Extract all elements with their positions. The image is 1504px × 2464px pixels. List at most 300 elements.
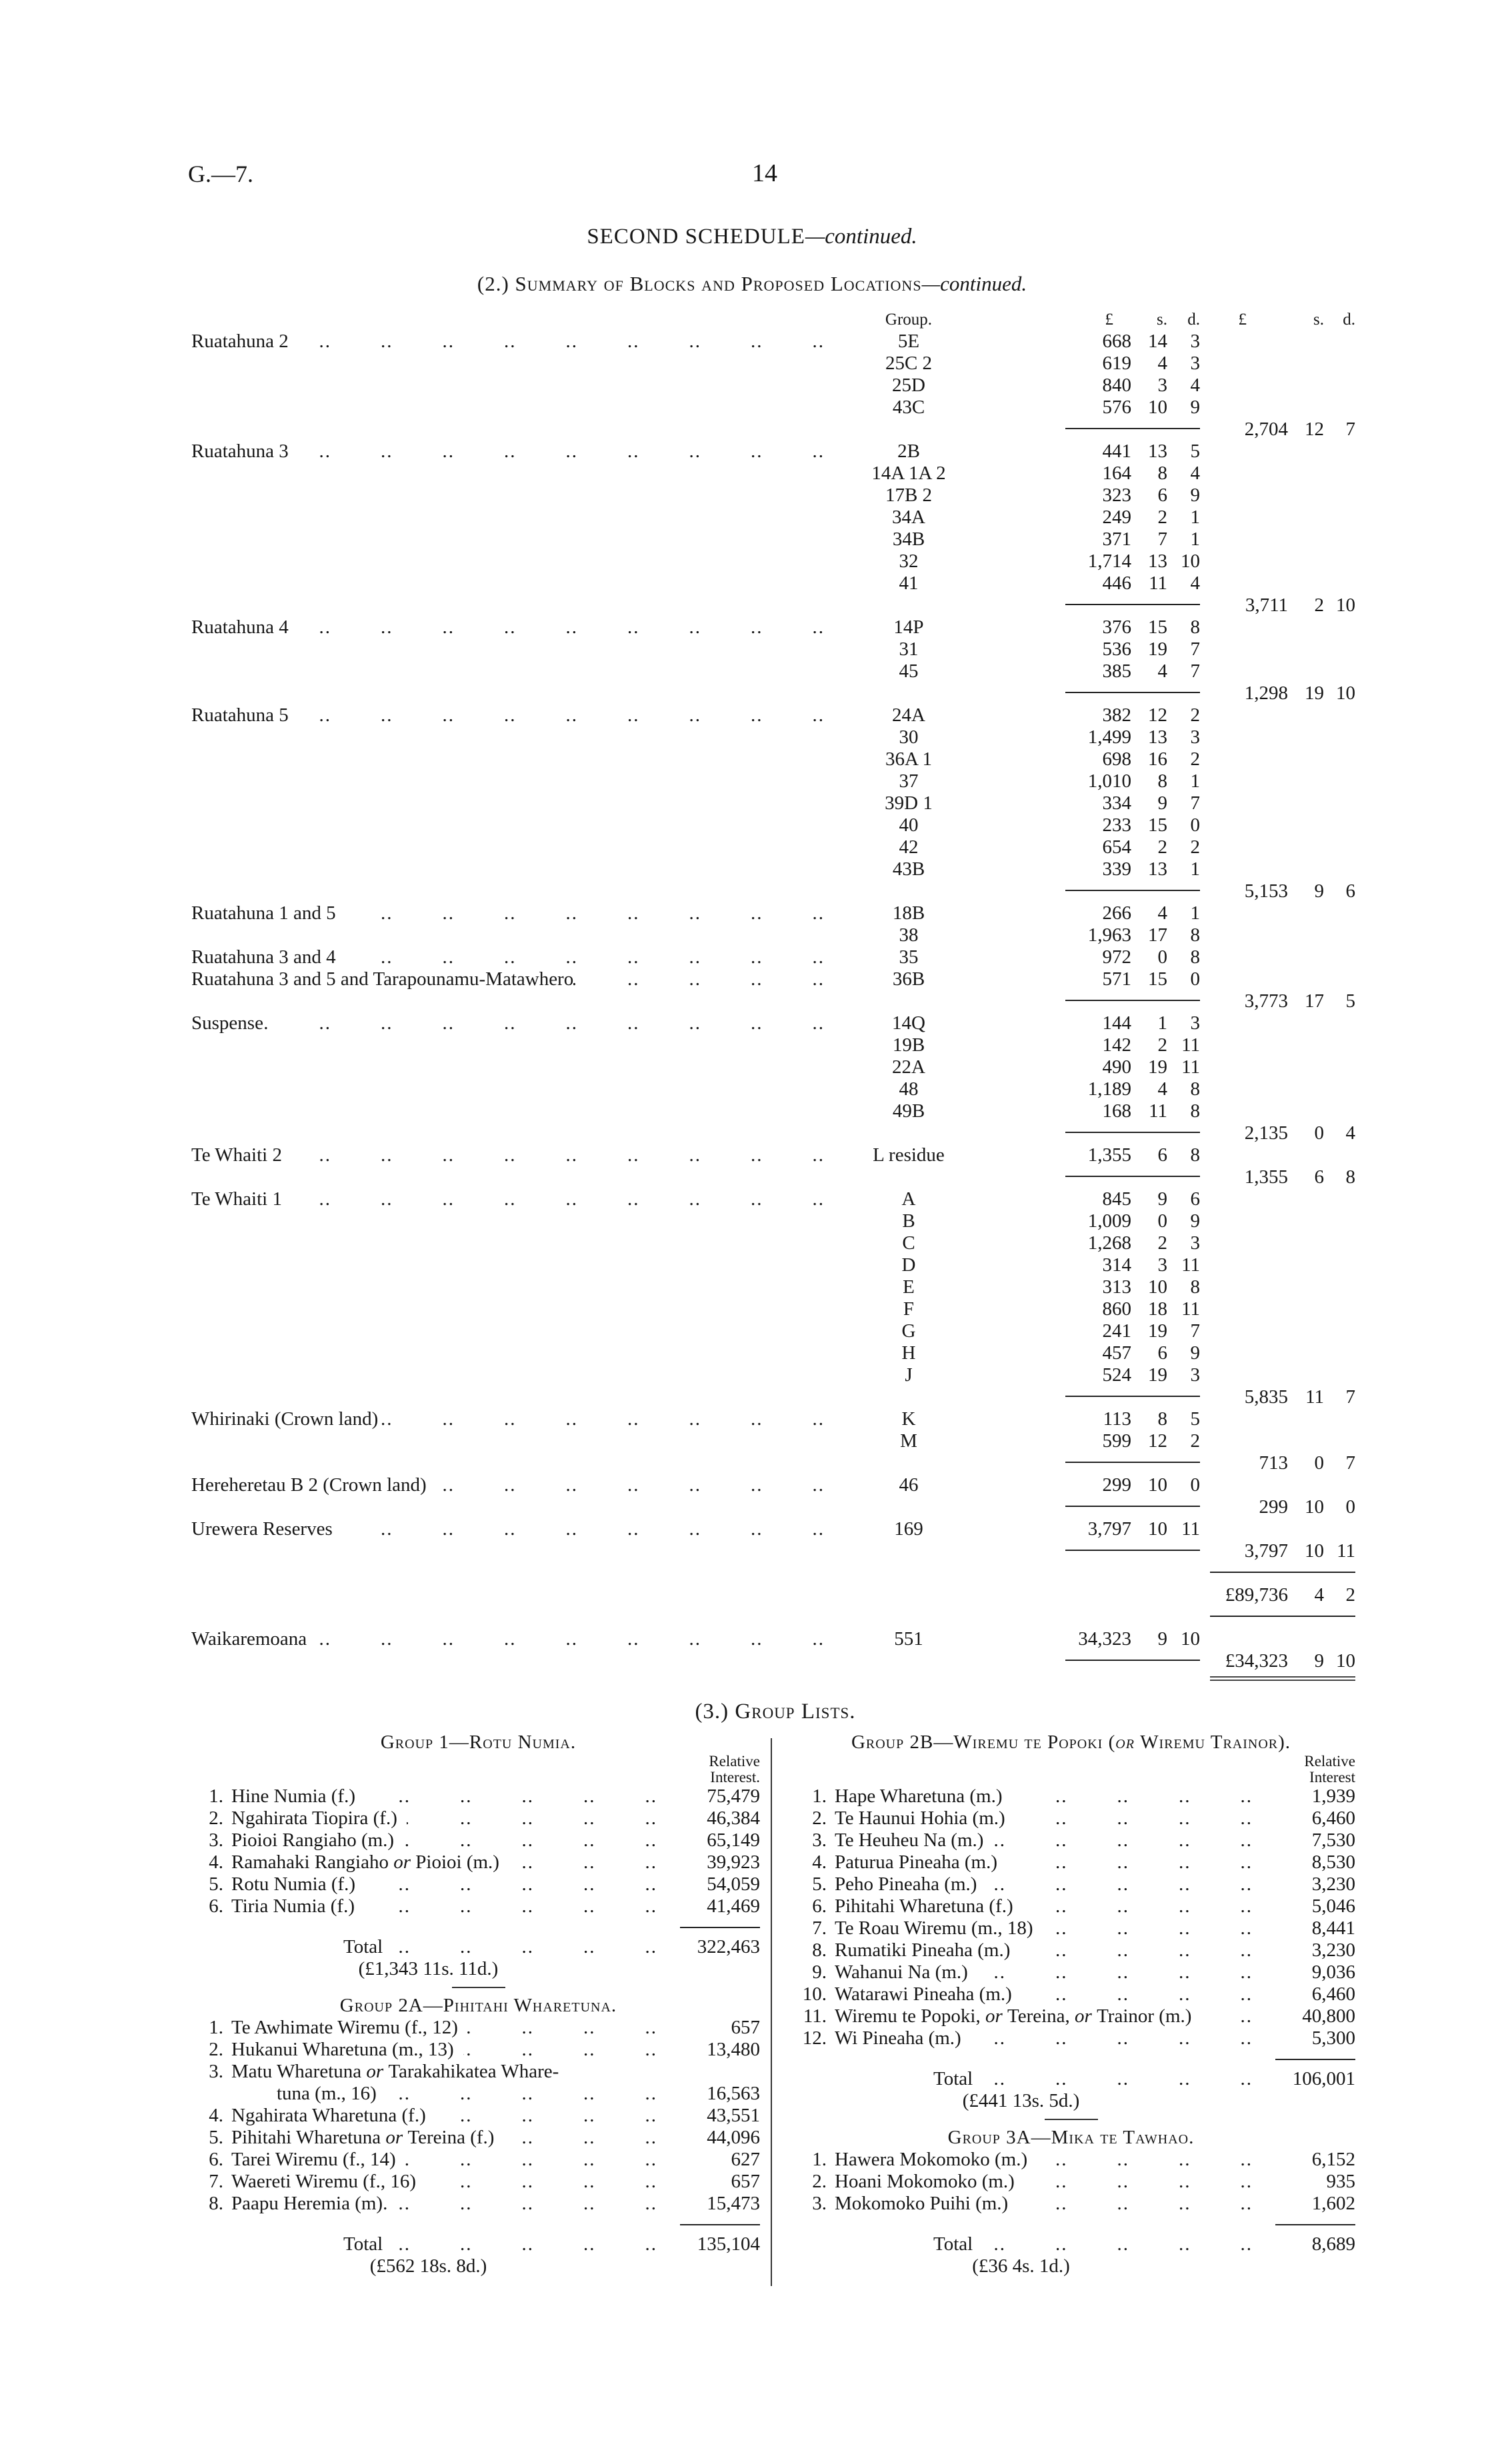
pence-value: 10 [1336, 682, 1355, 704]
summary-title-main: (2.) Summary of Blocks and Proposed Locations [477, 272, 922, 295]
pence-value: 3 [1190, 1364, 1200, 1386]
ledger-row [0, 616, 1504, 638]
group-number: K [901, 1408, 916, 1430]
shilling-value: 4 [1157, 1078, 1167, 1100]
pound-value: 241 [1102, 1320, 1131, 1342]
shilling-value: 19 [1148, 1320, 1167, 1342]
page-number: 14 [752, 159, 777, 187]
block-label-cell [191, 1408, 825, 1430]
ledger-row [0, 638, 1504, 660]
subtotal-row [0, 990, 1504, 1012]
pence-value: 3 [1190, 331, 1200, 352]
pound-value: 5,153 [1244, 880, 1288, 902]
ledger-row [0, 463, 1504, 485]
group-title: Group 3A—Mika te Tawhao. [947, 2127, 1195, 2148]
column-headers [0, 309, 1504, 331]
shilling-value: 2 [1157, 507, 1167, 528]
ledger-row [0, 529, 1504, 551]
member-interest: 5,046 [1311, 1895, 1355, 1917]
group-lists-left [197, 1732, 760, 2277]
member-number: 2. [209, 2039, 223, 2060]
pence-value: 7 [1345, 1452, 1355, 1474]
pence-value: 0 [1345, 1496, 1355, 1518]
shilling-value: 4 [1157, 353, 1167, 374]
shilling-value: 14 [1148, 331, 1167, 352]
pound-value: 536 [1102, 638, 1131, 660]
subtotal-row [0, 880, 1504, 902]
pence-value: 1 [1190, 507, 1200, 528]
shilling-value: 11 [1149, 573, 1167, 594]
dot-leader [336, 902, 825, 924]
dot-leader [977, 1961, 1253, 1983]
member-row [787, 1808, 1355, 1830]
pound-value: 1,355 [1087, 1144, 1131, 1166]
pence-value: 8 [1190, 1078, 1200, 1100]
shilling-value: 19 [1148, 1364, 1167, 1386]
member-interest: 54,059 [707, 1873, 760, 1895]
member-name-cell [231, 1786, 667, 1808]
total-rule [1210, 1616, 1355, 1617]
group-number: 34B [892, 529, 925, 550]
group-number: 36B [892, 968, 925, 990]
group-number: C [902, 1232, 915, 1254]
block-label-cell [191, 968, 825, 990]
dot-leader [333, 1518, 825, 1540]
ledger-row [0, 1342, 1504, 1364]
member-name: Pioioi Rangiaho (m.) [231, 1830, 395, 1851]
shilling-value: 2 [1157, 836, 1167, 858]
pence-value: 2 [1190, 836, 1200, 858]
member-name: Tiria Numia (f.) [231, 1895, 355, 1917]
group-list [197, 1995, 760, 2277]
shilling-value: 13 [1148, 441, 1167, 462]
member-name-cell [231, 2127, 667, 2149]
member-interest: 3,230 [1311, 1873, 1355, 1895]
group-number: E [903, 1276, 915, 1298]
total-label-cell [933, 2233, 1262, 2255]
document-reference: G.—7. [188, 161, 253, 187]
member-interest: 7,530 [1311, 1830, 1355, 1851]
dot-leader [289, 441, 825, 463]
block-label-cell [191, 331, 825, 353]
member-number: 4. [812, 1851, 827, 1873]
dot-leader [386, 2083, 657, 2105]
member-row [197, 2149, 760, 2171]
group-number: L residue [873, 1144, 945, 1166]
column-divider [771, 1738, 772, 2286]
dot-leader [407, 1808, 657, 1830]
pound-value: 654 [1102, 836, 1131, 858]
shilling-value: 2 [1157, 1232, 1167, 1254]
pound-value: 266 [1102, 902, 1131, 924]
ledger-row [0, 1210, 1504, 1232]
member-name-cell [835, 1830, 1262, 1851]
member-interest: 46,384 [707, 1808, 760, 1829]
member-number: 9. [812, 1961, 827, 1983]
shilling-value: 4 [1157, 660, 1167, 682]
member-name: Mokomoko Puihi (m.) [835, 2193, 1009, 2214]
shilling-value: 11 [1305, 1386, 1324, 1408]
member-interest: 16,563 [707, 2083, 760, 2104]
member-row [787, 2027, 1355, 2049]
ledger-row [0, 1034, 1504, 1056]
pound-value: 860 [1102, 1298, 1131, 1320]
shilling-value: 3 [1157, 375, 1167, 396]
member-number: 8. [209, 2193, 223, 2214]
shilling-value: 6 [1157, 1144, 1167, 1166]
shilling-value: 9 [1157, 1628, 1167, 1650]
relative-interest-header: Interest [1309, 1769, 1355, 1786]
block-label-cell [191, 902, 825, 924]
pence-value: 5 [1190, 1408, 1200, 1430]
block-name: Ruatahuna 3 and 4 [191, 946, 336, 968]
group-number: 31 [899, 638, 919, 660]
pound-value: 972 [1102, 946, 1131, 968]
member-interest: 43,551 [707, 2105, 760, 2126]
total-interest: 106,001 [1292, 2068, 1355, 2089]
block-name: Ruatahuna 5 [191, 704, 289, 726]
group-number: 45 [899, 660, 919, 682]
pound-value: £34,323 [1225, 1650, 1288, 1672]
pence-value: 0 [1190, 814, 1200, 836]
pound-value: 3,797 [1244, 1540, 1288, 1562]
member-name: Wiremu te Popoki, or Tereina, or Trainor (m.) [835, 2005, 1192, 2027]
member-name-cell [835, 1851, 1262, 1873]
member-name-cell [231, 2017, 667, 2039]
shilling-value: 0 [1314, 1452, 1324, 1474]
total-label-cell [933, 2068, 1262, 2090]
total-rule [680, 2224, 760, 2225]
group-lists-right [787, 1732, 1355, 2277]
pound-value: 376 [1102, 616, 1131, 638]
dot-leader [282, 1188, 825, 1210]
pound-value: 1,268 [1087, 1232, 1131, 1254]
ledger-row [0, 397, 1504, 419]
rule-row [0, 1606, 1504, 1628]
ledger-row [0, 441, 1504, 463]
shilling-value: 7 [1157, 529, 1167, 550]
member-interest: 935 [1326, 2171, 1355, 2192]
block-name: Te Whaiti 1 [191, 1188, 282, 1210]
dot-leader [1037, 2149, 1253, 2171]
member-name: Rotu Numia (f.) [231, 1873, 356, 1895]
subtotal-row [0, 1496, 1504, 1518]
member-interest: 6,460 [1311, 1808, 1355, 1829]
pence-value: 11 [1181, 1298, 1200, 1320]
member-number: 1. [812, 2149, 827, 2170]
member-number: 3. [209, 1830, 223, 1851]
pence-value: 1 [1190, 529, 1200, 550]
pound-value: 1,714 [1087, 551, 1131, 572]
group-list [787, 2127, 1355, 2277]
ledger-row [0, 1298, 1504, 1320]
member-number: 11. [803, 2005, 827, 2027]
pence-value: 7 [1190, 792, 1200, 814]
member-name: Ngahirata Tiopira (f.) [231, 1808, 397, 1829]
summary-table [0, 309, 1504, 1694]
member-row [197, 1873, 760, 1895]
shilling-value: 9 [1157, 1188, 1167, 1210]
pence-value: 11 [1181, 1056, 1200, 1078]
pound-value: 845 [1102, 1188, 1131, 1210]
shilling-value: 2 [1157, 1034, 1167, 1056]
member-interest: 657 [731, 2171, 760, 2192]
ledger-row [0, 1320, 1504, 1342]
member-name: Te Haunui Hohia (m.) [835, 1808, 1005, 1829]
block-label-cell [191, 704, 825, 726]
member-interest: 5,300 [1311, 2027, 1355, 2049]
pound-value: 576 [1102, 397, 1131, 418]
shilling-value: 10 [1148, 1474, 1167, 1496]
shilling-value: 4 [1157, 902, 1167, 924]
pound-value: 619 [1102, 353, 1131, 374]
shilling-value: 19 [1305, 682, 1324, 704]
ledger-row [0, 792, 1504, 814]
group-number: 43B [892, 858, 925, 880]
shilling-value: 15 [1148, 616, 1167, 638]
relative-interest-header: Interest. [710, 1769, 760, 1786]
block-label-cell [191, 1518, 825, 1540]
ledger-row [0, 902, 1504, 924]
dot-leader [392, 2233, 657, 2255]
member-name-cell [835, 1873, 1262, 1895]
total-rule [1210, 1572, 1355, 1573]
shilling-value: 3 [1157, 1254, 1167, 1276]
group-number: D [901, 1254, 916, 1276]
shilling-value: 19 [1148, 1056, 1167, 1078]
shilling-value: 9 [1314, 880, 1324, 902]
member-name-cell [835, 1786, 1262, 1808]
subtotal-row [0, 1386, 1504, 1408]
member-name-cell [231, 1895, 667, 1917]
member-interest: 44,096 [707, 2127, 760, 2148]
pence-value: 3 [1190, 353, 1200, 374]
pence-value: 3 [1190, 726, 1200, 748]
ledger-row [0, 1518, 1504, 1540]
member-name-cell [231, 1830, 667, 1851]
total-money: (£562 18s. 8d.) [369, 2255, 487, 2277]
block-name: Whirinaki (Crown land) [191, 1408, 379, 1430]
shilling-value: 9 [1157, 792, 1167, 814]
member-row [787, 2171, 1355, 2193]
group-column-header: Group. [885, 311, 933, 329]
ledger-row [0, 1188, 1504, 1210]
member-row [197, 1851, 760, 1873]
member-interest: 15,473 [707, 2193, 760, 2214]
ledger-row [0, 331, 1504, 353]
member-name-cell [231, 2105, 667, 2127]
pence-value: 1 [1190, 902, 1200, 924]
shilling-value: 15 [1148, 814, 1167, 836]
pound-value: 1,499 [1087, 726, 1131, 748]
member-number: 5. [209, 1873, 223, 1895]
member-name-cell [835, 2005, 1262, 2027]
total-row [787, 2068, 1355, 2090]
dot-leader [427, 1474, 825, 1496]
total-row [787, 2233, 1355, 2255]
member-interest: 1,939 [1311, 1786, 1355, 1807]
subtotal-row [0, 595, 1504, 616]
schedule-title-continued: —continued. [805, 225, 917, 249]
pound-value: 371 [1102, 529, 1131, 550]
pence-value: 10 [1336, 1650, 1355, 1672]
ledger-row [0, 968, 1504, 990]
pence-value: 5 [1190, 441, 1200, 462]
shilling-value: 10 [1148, 1276, 1167, 1298]
dot-leader [1007, 1851, 1253, 1873]
member-row [787, 1939, 1355, 1961]
member-name-cell [835, 1983, 1262, 2005]
member-name: Waereti Wiremu (f., 16) [231, 2171, 416, 2192]
ledger-row [0, 551, 1504, 573]
pence-value: 7 [1190, 638, 1200, 660]
pound-value: 1,355 [1244, 1166, 1288, 1188]
group-list [197, 1732, 760, 1980]
pound-value: 2,135 [1244, 1122, 1288, 1144]
member-number: 3. [812, 1830, 827, 1851]
member-interest: 3,230 [1311, 1939, 1355, 1961]
member-name-cell [231, 1808, 667, 1830]
shilling-value: 13 [1148, 858, 1167, 880]
ledger-row [0, 748, 1504, 770]
group-number: 551 [894, 1628, 923, 1650]
member-name-cell [835, 2171, 1262, 2193]
dot-leader [463, 2039, 657, 2061]
grand-total-row [0, 1584, 1504, 1606]
shilling-value: 12 [1305, 419, 1324, 440]
pound-value: 233 [1102, 814, 1131, 836]
dot-leader [263, 1012, 825, 1034]
total-label: Total [343, 1936, 383, 1957]
pound-value: 668 [1102, 331, 1131, 352]
pound-value: 457 [1102, 1342, 1131, 1364]
member-name: Watarawi Pineaha (m.) [835, 1983, 1012, 2005]
group-number: 14Q [892, 1012, 925, 1034]
member-row [197, 1830, 760, 1851]
dot-leader [282, 1144, 825, 1166]
group-number: 18B [892, 902, 925, 924]
member-interest: 8,530 [1311, 1851, 1355, 1873]
ledger-row [0, 375, 1504, 397]
shilling-value: 10 [1148, 397, 1167, 418]
pence-value: 6 [1345, 880, 1355, 902]
group-number: 41 [899, 573, 919, 594]
member-name: Hukanui Wharetuna (m., 13) [231, 2039, 454, 2060]
total-label: Total [933, 2068, 973, 2089]
pound-value: 168 [1102, 1100, 1131, 1122]
subtotal-rule [1065, 1396, 1200, 1397]
group-number: 30 [899, 726, 919, 748]
group-number: 37 [899, 770, 919, 792]
shilling-value: 15 [1148, 968, 1167, 990]
member-row [197, 1808, 760, 1830]
total-interest: 322,463 [697, 1936, 760, 1957]
member-number: 12. [802, 2027, 827, 2049]
member-interest: 6,152 [1311, 2149, 1355, 2170]
group-number: 169 [894, 1518, 923, 1540]
shilling-value: 12 [1148, 704, 1167, 726]
block-name: Te Whaiti 2 [191, 1144, 282, 1166]
pence-value: 1 [1190, 858, 1200, 880]
group-number: 39D 1 [885, 792, 933, 814]
block-label-cell [191, 1188, 825, 1210]
pence-value: 3 [1190, 1232, 1200, 1254]
block-label-cell [191, 1474, 825, 1496]
shilling-value: 9 [1314, 1650, 1324, 1672]
shilling-value: 6 [1157, 485, 1167, 506]
subtotal-rule [1065, 1550, 1200, 1551]
summary-title [0, 272, 1504, 296]
ledger-row [0, 814, 1504, 836]
dot-leader [1023, 1895, 1253, 1917]
pound-value: 713 [1259, 1452, 1288, 1474]
subtotal-row [0, 1540, 1504, 1562]
pound-value: 142 [1102, 1034, 1131, 1056]
ledger-row [0, 1474, 1504, 1496]
member-number: 2. [209, 1808, 223, 1829]
pound-value: 385 [1102, 660, 1131, 682]
member-number: 5. [812, 1873, 827, 1895]
pound-value: 2,704 [1244, 419, 1288, 440]
member-number: 6. [812, 1895, 827, 1917]
member-name-cell [231, 2039, 667, 2061]
ledger-row [0, 946, 1504, 968]
shilling-value: 8 [1157, 463, 1167, 484]
group-title: Group 2A—Pihitahi Wharetuna. [339, 1995, 617, 2016]
member-row [787, 1961, 1355, 1983]
pence-value: 0 [1190, 968, 1200, 990]
total-interest: 135,104 [697, 2233, 760, 2255]
subtotal-rule [1065, 1132, 1200, 1133]
dot-leader [364, 1895, 657, 1917]
member-name: Matu Wharetuna or Tarakahikatea Whare- [231, 2061, 559, 2082]
block-name: Suspense [191, 1012, 263, 1034]
member-row-continued [197, 2083, 760, 2105]
total-interest: 8,689 [1311, 2233, 1355, 2255]
total-rule [680, 1927, 760, 1928]
subtotal-rule [1065, 1462, 1200, 1463]
member-interest: 40,800 [1302, 2005, 1355, 2027]
pence-value: 11 [1181, 1518, 1200, 1540]
subtotal-rule [1065, 1660, 1200, 1661]
ledger-row [0, 770, 1504, 792]
dot-leader [289, 616, 825, 638]
group-number: 2B [897, 441, 920, 462]
pence-value: 8 [1190, 924, 1200, 946]
member-name-cell [231, 2193, 667, 2215]
pound-value: 599 [1102, 1430, 1131, 1452]
shilling-value: 0 [1157, 1210, 1167, 1232]
pence-value: 1 [1190, 770, 1200, 792]
member-name-cell [835, 2149, 1262, 2171]
subtotal-rule [1065, 604, 1200, 605]
member-row [197, 1786, 760, 1808]
shilling-value: 0 [1314, 1122, 1324, 1144]
group-number: 49B [892, 1100, 925, 1122]
shilling-value: 10 [1305, 1496, 1324, 1518]
member-name-cell [835, 1808, 1262, 1830]
member-name: Rumatiki Pineaha (m.) [835, 1939, 1011, 1961]
pence-value: 9 [1190, 1210, 1200, 1232]
member-name: Te Heuheu Na (m.) [835, 1830, 984, 1851]
member-name: Te Awhimate Wiremu (f., 12) [231, 2017, 458, 2038]
member-number: 5. [209, 2127, 223, 2148]
dot-leader [1011, 1786, 1253, 1808]
dot-leader [365, 1786, 657, 1808]
pound-value: 5,835 [1244, 1386, 1288, 1408]
dot-leader [403, 1830, 657, 1851]
member-row [787, 1873, 1355, 1895]
